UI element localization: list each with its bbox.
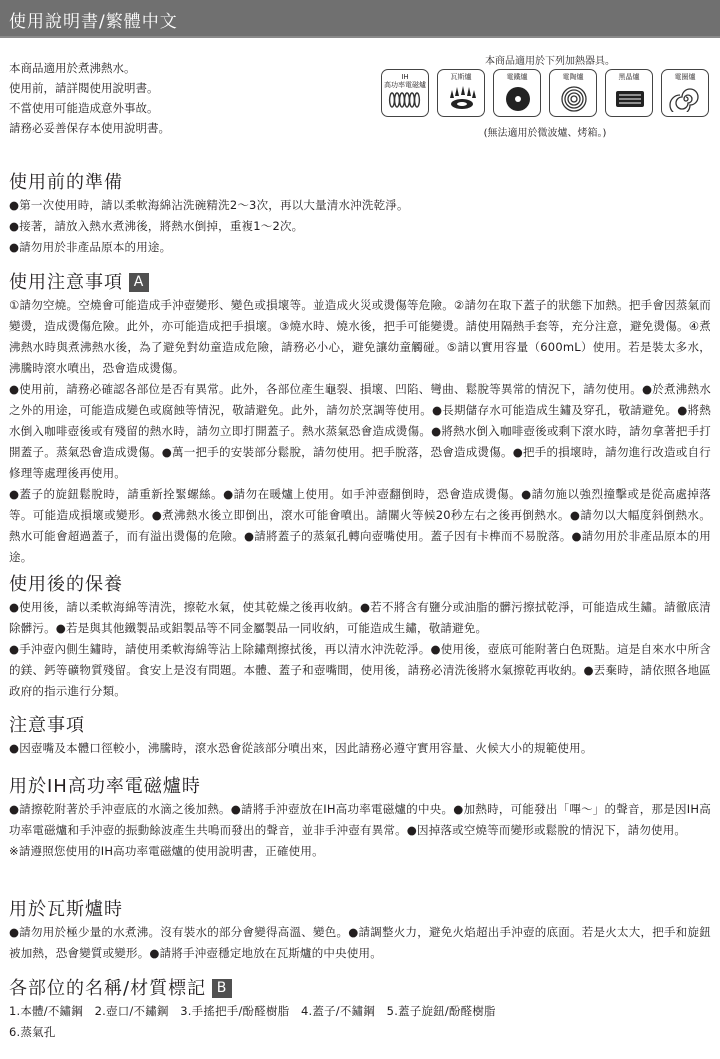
badge-b: B (212, 979, 232, 998)
electric-plate-label: 電鐵爐 (506, 73, 528, 81)
halogen-heater-tile (605, 69, 653, 117)
section-caution (9, 271, 711, 568)
page-title: 使用說明書/繁體中文 (9, 12, 178, 32)
section-prep (9, 171, 711, 258)
section-notice (9, 714, 711, 759)
paragraph: ●使用前，請務必確認各部位是否有異常。此外，各部位產生龜裂、損壞、凹陷、彎曲、鬆脫等異常的情況下，請勿使用。●於煮沸熱水之外的用途，可能造成變色或腐蝕等情況，敬請避免。此外，請勿於烹調等使用。●長期儲存水可能造成生鏽及穿孔，敬請避免。●將熱水倒入咖啡壺後或有殘留的熱水時，請勿立即打開蓋子。熱水蒸氣恐會造成燙傷。●將熱水倒入咖啡壺後或剩下滾水時，請勿拿著把手打開蓋子。蒸氣恐會造成燙傷。●萬一把手的安裝部分鬆脫，請勿使用。把手脫落，恐會造成燙傷。●把手的損壞時，請勿進行改造或自行修理等處理後再使用。 (9, 382, 711, 480)
section-title: 用於瓦斯爐時 (9, 899, 123, 920)
paragraph: ※請遵照您使用的IH高功率電磁爐的使用說明書，正確使用。 (9, 844, 324, 858)
section-title-text: 各部位的名稱/材質標記 (9, 978, 207, 999)
spiral-coil-label: 電圈爐 (674, 73, 696, 81)
section-title (9, 271, 711, 295)
section-title-text: 使用注意事項 (9, 272, 123, 293)
paragraph: ●蓋子的旋鈕鬆脫時，請重新拴緊螺絲。●請勿在暖爐上使用。如手沖壺翻倒時，恐會造成燙傷。●請勿施以強烈撞擊或是從高處掉落等。可能造成損壞或變形。●煮沸熱水後立即倒出，滾水可能會噴出。請關火等候20秒左右之後再倒熱水。●請勿以大幅度斜倒熱水。熱水可能會超過蓋子，而有溢出燙傷的危險。●請將蓋子的蒸氣孔轉向壺嘴使用。蓋子因有卡榫而不易脫落。●請勿用於非產品原本的用途。 (9, 487, 711, 564)
badge-a: A (129, 273, 149, 292)
section-title: 使用前的準備 (9, 172, 123, 193)
section-care (9, 573, 711, 702)
not-for-note: (無法適用於微波爐、烤箱。) (483, 128, 607, 139)
header-bar (0, 0, 720, 38)
section-title: 用於IH高功率電磁爐時 (9, 776, 201, 797)
spiral-coil-tile (661, 69, 709, 117)
paragraph: ●接著，請放入熱水煮沸後，將熱水倒掉，重複1～2次。 (9, 219, 304, 233)
gas-stove-label: 瓦斯爐 (450, 73, 472, 81)
ceramic-heater-tile (549, 69, 597, 117)
gas-stove-tile (437, 69, 485, 117)
paragraph: ●因壺嘴及本體口徑較小，沸騰時，滾水恐會從該部分噴出來，因此請務必遵守實用容量、火候大小的規範使用。 (9, 741, 593, 755)
ih-heater-tile (381, 69, 429, 117)
section-ih (9, 775, 711, 862)
spiral-coil-icon (668, 84, 702, 112)
electric-plate-tile (493, 69, 541, 117)
paragraph: ●請勿用於非產品原本的用途。 (9, 240, 172, 254)
paragraph: ●請擦乾附著於手沖壺底的水滴之後加熱。●請將手沖壺放在IH高功率電磁爐的中央。●加熱時，可能發出「嗶～」的聲音，那是因IH高功率電磁爐和手沖壺的振動餘波產生共鳴而發出的聲音，並非手沖壺有異常。●因掉落或空燒等而變形或鬆脫的情況下，請勿使用。 (9, 802, 711, 837)
paragraph: 6.蒸氣孔 (9, 1025, 56, 1039)
paragraph: ●手沖壺內側生鏽時，請使用柔軟海綿等沾上除鏽劑擦拭後，再以清水沖洗乾淨。●使用後，壺底可能附著白色斑點。這是自來水中所含的鎂、鈣等礦物質殘留。食安上是沒有問題。本體、蓋子和壺嘴間，使用後，請務必清洗後將水氣擦乾再收納。●丟棄時，請依照各地區政府的指示進行分類。 (9, 642, 711, 698)
section-title: 注意事項 (9, 715, 85, 736)
ceramic-heater-label: 電陶爐 (562, 73, 584, 81)
electric-plate-icon (500, 84, 534, 112)
paragraph: 1.本體/不鏽鋼 2.壺口/不鏽鋼 3.手搖把手/酚醛樹脂 4.蓋子/不鏽鋼 5.蓋子旋鈕/酚醛樹脂 (9, 1004, 496, 1018)
section-title: 使用後的保養 (9, 574, 123, 595)
intro-line: 使用前，請詳閱使用說明書。 (9, 81, 159, 95)
section-gas (9, 898, 711, 964)
halogen-heater-icon (612, 84, 646, 112)
intro-block (9, 58, 170, 138)
intro-line: 不當使用可能造成意外事故。 (9, 101, 159, 115)
ceramic-heater-icon (556, 84, 590, 112)
heating-icon-row (381, 69, 709, 123)
intro-line: 本商品適用於煮沸熱水。 (9, 61, 136, 75)
ih-heater-label: IH 高功率電磁爐 (384, 73, 426, 89)
halogen-heater-label: 黑晶爐 (618, 73, 640, 81)
paragraph: ●請勿用於極少量的水煮沸。沒有裝水的部分會變得高溫、變色。●請調整火力，避免火焰超出手沖壺的底面。若是火太大，把手和旋鈕被加熱，恐會變質或變形。●請將手沖壺穩定地放在瓦斯爐的中央使用。 (9, 925, 711, 960)
paragraph: ①請勿空燒。空燒會可能造成手沖壺變形、變色或損壞等。並造成火災或燙傷等危險。②請勿在取下蓋子的狀態下加熱。把手會因蒸氣而變燙，造成燙傷危險。此外，亦可能造成把手損壞。③燒水時、燒水後，把手可能變燙。請使用隔熱手套等，充分注意，避免燙傷。④煮沸熱水時與煮沸熱水後，為了避免對幼童造成危險，請務必小心，避免讓幼童觸碰。⑤請以實用容量（600mL）使用。若是裝太多水，沸騰時滾水噴出，恐會造成燙傷。 (9, 298, 711, 375)
gas-flame-icon (444, 84, 478, 112)
paragraph: ●使用後，請以柔軟海綿等清洗，擦乾水氣，使其乾燥之後再收納。●若不將含有鹽分或油脂的髒污擦拭乾淨，可能造成生鏽。請徹底清除髒污。●若是與其他鐵製品或鋁製品等不同金屬製品一同收納，可能造成生鏽，敬請避免。 (9, 600, 711, 635)
ih-coil-icon (388, 84, 422, 112)
heating-title: 本商品適用於下列加熱器具。 (485, 56, 615, 67)
section-parts (9, 977, 711, 1043)
intro-line: 請務必妥善保存本使用說明書。 (9, 121, 170, 135)
section-title (9, 977, 711, 1001)
paragraph: ●第一次使用時，請以柔軟海綿沾洗碗精洗2～3次，再以大量清水沖洗乾淨。 (9, 198, 409, 212)
